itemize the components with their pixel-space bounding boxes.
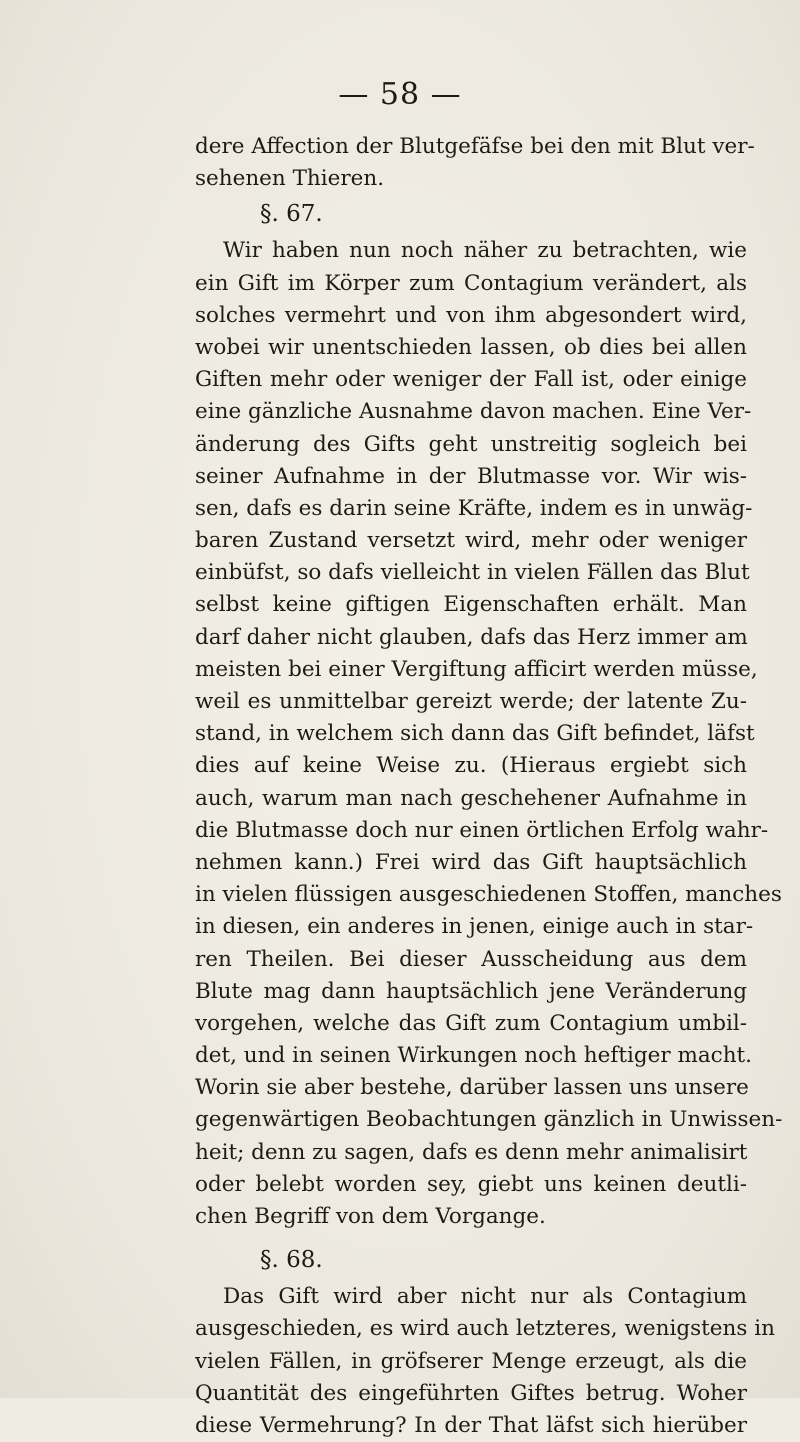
text-line: Blute mag dann hauptsächlich jene Veränderung [195, 978, 747, 1004]
text-line: seiner Aufnahme in der Blutmasse vor. Wir wis- [195, 463, 747, 489]
text-line: ein Gift im Körper zum Contagium verändert, als [195, 270, 747, 296]
text-line: vorgehen, welche das Gift zum Contagium umbil- [195, 1010, 747, 1036]
text-line: det, und in seinen Wirkungen noch heftiger macht. [195, 1043, 753, 1069]
section-67-paragraph [195, 235, 783, 1233]
text-line: in diesen, ein anderes in jenen, einige auch in star- [195, 914, 754, 940]
text-line: Quantität des eingeführten Giftes betrug. Woher [195, 1380, 747, 1406]
text-line: einbüfst, so dafs vielleicht in vielen Fällen das Blut [195, 560, 750, 586]
text-line: selbst keine giftigen Eigenschaften erhält. Man [195, 592, 747, 618]
text-line: solches vermehrt und von ihm abgesondert wird, [195, 302, 747, 328]
intro-paragraph [195, 131, 755, 195]
text-line: diese Vermehrung? In der That läfst sich hierüber [195, 1412, 747, 1438]
text-line: in vielen flüssigen ausgeschiedenen Stoffen, manches [195, 882, 782, 908]
text-line: dere Affection der Blutgefäfse bei den mit Blut ver- [195, 134, 755, 159]
text-line: auch, warum man nach geschehener Aufnahme in [195, 785, 747, 811]
text-line: Giften mehr oder weniger der Fall ist, oder einige [195, 367, 747, 393]
text-line: Worin sie aber bestehe, darüber lassen uns unsere [195, 1075, 749, 1101]
section-68-paragraph [195, 1281, 775, 1442]
text-line: heit; denn zu sagen, dafs es denn mehr animalisirt [195, 1139, 748, 1165]
section-68-heading: §. 68. [260, 1247, 323, 1274]
text-line: gegenwärtigen Beobachtungen gänzlich in Unwissen- [195, 1107, 783, 1133]
page-number: — 58 — [338, 77, 462, 112]
text-line: meisten bei einer Vergiftung afficirt werden müsse, [195, 656, 758, 682]
text-line: wobei wir unentschieden lassen, ob dies bei allen [195, 334, 747, 360]
section-67-heading: §. 67. [260, 201, 323, 228]
text-line: baren Zustand versetzt wird, mehr oder weniger [195, 528, 747, 554]
text-line: Das Gift wird aber nicht nur als Contagium [223, 1284, 747, 1310]
text-line: änderung des Gifts geht unstreitig sogleich bei [195, 431, 747, 457]
text-line: dies auf keine Weise zu. (Hieraus ergiebt sich [195, 753, 747, 779]
text-line: sen, dafs es darin seine Kräfte, indem es in unwäg- [195, 495, 753, 521]
text-line: sehenen Thieren. [195, 166, 385, 192]
text-line: nehmen kann.) Frei wird das Gift hauptsächlich [195, 849, 747, 875]
text-line: Wir haben nun noch näher zu betrachten, wie [223, 238, 747, 264]
text-line: vielen Fällen, in gröfserer Menge erzeugt, als die [195, 1348, 747, 1374]
text-line: ren Theilen. Bei dieser Ausscheidung aus dem [195, 946, 747, 972]
text-line: ausgeschieden, es wird auch letzteres, wenigstens in [195, 1316, 775, 1342]
text-line: weil es unmittelbar gereizt werde; der latente Zu- [195, 689, 747, 714]
text-line: eine gänzliche Ausnahme davon machen. Eine Ver- [195, 399, 752, 425]
text-line: die Blutmasse doch nur einen örtlichen Erfolg wahr- [195, 817, 769, 843]
page-text [195, 131, 783, 1442]
text-line: chen Begriff von dem Vorgange. [195, 1204, 546, 1229]
text-line: stand, in welchem sich dann das Gift befindet, läfst [195, 721, 755, 747]
text-line: oder belebt worden sey, giebt uns keinen deutli- [195, 1171, 747, 1197]
text-line: darf daher nicht glauben, dafs das Herz immer am [195, 624, 748, 650]
